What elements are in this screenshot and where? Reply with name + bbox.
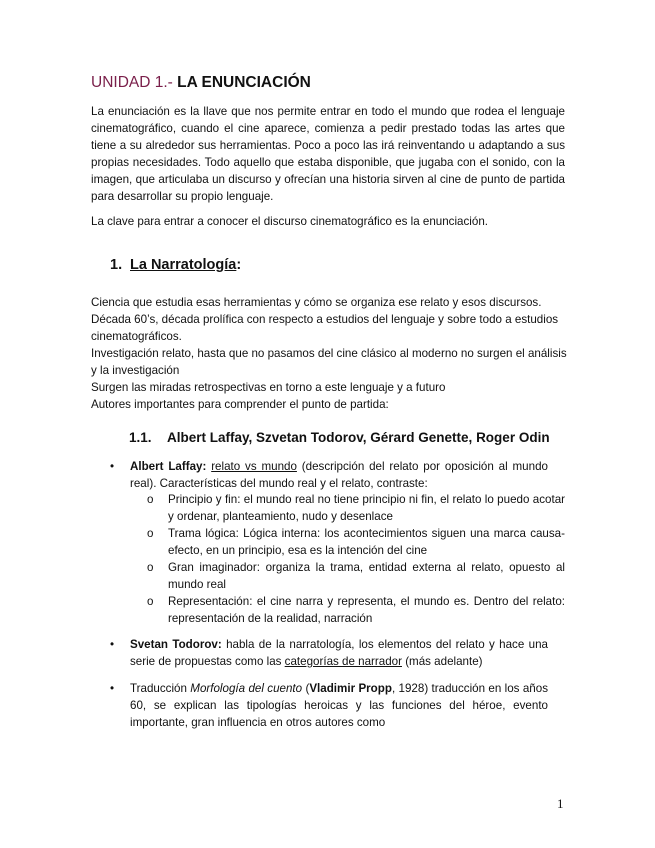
body-line: Autores importantes para comprender el punto de partida:	[91, 398, 389, 411]
section-heading-narratologia	[110, 257, 241, 273]
bullet-body: (descripción del relato por oposición al mundo real). Características del mundo real y el relato, contraste:	[130, 460, 548, 490]
sub-item-text: Representación: el cine narra y representa, el mundo es. Dentro del relato: representación de la realidad, narración	[168, 595, 565, 625]
bullet-body: habla de la narratología, los elementos del relato y hace una serie de propuestas como las	[130, 638, 548, 668]
bullet-prefix: Traducción	[130, 682, 191, 695]
author-name: Albert Laffay:	[130, 460, 207, 473]
section-colon: :	[236, 257, 242, 273]
bullet-symbol: •	[110, 682, 115, 695]
link-relato-vs-mundo: relato vs mundo	[211, 460, 297, 473]
body-line: cinematográficos.	[91, 330, 182, 343]
bullet-body: , 1928) traducción en los años 60, se explican las tipologías heroicas y las funciones del héroe, evento importante, gran influencia en otros autores como	[130, 682, 548, 729]
sub-bullet-symbol: o	[147, 595, 154, 608]
unit-title: LA ENUNCIACIÓN	[177, 74, 311, 91]
unit-dash: -	[167, 74, 178, 91]
body-line: Investigación relato, hasta que no pasamos del cine clásico al moderno no surgen el análisis	[91, 347, 567, 360]
intro-paragraph-2: La clave para entrar a conocer el discurso cinematográfico es la enunciación.	[91, 215, 488, 228]
author-name: Vladimir Propp	[309, 682, 392, 695]
section-number: 1.	[110, 257, 123, 273]
subsection-title: Albert Laffay, Szvetan Todorov, Gérard Genette, Roger Odin	[167, 430, 550, 445]
bullet-text	[130, 458, 548, 492]
author-name: Svetan Todorov:	[130, 638, 222, 651]
bullet-tail: (más adelante)	[401, 655, 483, 668]
body-line: Década 60’s, década prolífica con respecto a estudios del lenguaje y sobre todo a estudios	[91, 313, 559, 326]
subsection-number: 1.1.	[129, 430, 152, 445]
narratologia-body	[91, 294, 565, 413]
intro-paragraph-1: La enunciación es la llave que nos permite entrar en todo el mundo que rodea el lenguaje cinematográfico, cuando el cine aparece, comienza a pedir prestado todas las artes que tiene a su alrededor sus herramientas. Poco a poco las irá reinventando u adaptando a sus propias necesidades. Todo aquello que estaba disponible, que jugaba con el sonido, con la imagen, que articulaba un discurso y ofrecían una historia sirven al cine de punto de partida para desarrollar su propio lenguaje.	[91, 105, 565, 203]
sub-bullet-symbol: o	[147, 493, 154, 506]
body-line: Surgen las miradas retrospectivas en torno a este lenguaje y a futuro	[91, 381, 446, 394]
bullet-symbol: •	[110, 638, 115, 651]
book-title: Morfología del cuento	[190, 682, 303, 695]
bullet-symbol: •	[110, 460, 115, 473]
bullet-text	[130, 680, 548, 731]
unit-heading	[91, 74, 311, 92]
sub-item-text: Gran imaginador: organiza la trama, entidad externa al relato, opuesto al mundo real	[168, 561, 565, 591]
bullet-open: (	[302, 682, 310, 695]
page-number: 1	[557, 796, 564, 811]
bullet-text	[130, 636, 548, 670]
subsection-heading-authors	[129, 430, 550, 445]
section-title: La Narratología	[130, 257, 237, 273]
link-categorias-narrador: categorías de narrador	[284, 655, 402, 668]
body-line: Ciencia que estudia esas herramientas y cómo se organiza ese relato y esos discursos.	[91, 296, 542, 309]
unit-label: UNIDAD 1.	[91, 74, 168, 91]
sub-bullet-symbol: o	[147, 527, 154, 540]
sub-bullet-symbol: o	[147, 561, 154, 574]
sub-item-text: Trama lógica: Lógica interna: los acontecimientos siguen una marca causa-efecto, en un principio, esa es la intención del cine	[168, 527, 565, 557]
body-line: y la investigación	[91, 364, 180, 377]
sub-item-text: Principio y fin: el mundo real no tiene principio ni fin, el relato lo puedo acotar y ordenar, planteamiento, nudo y desenlace	[168, 493, 565, 523]
